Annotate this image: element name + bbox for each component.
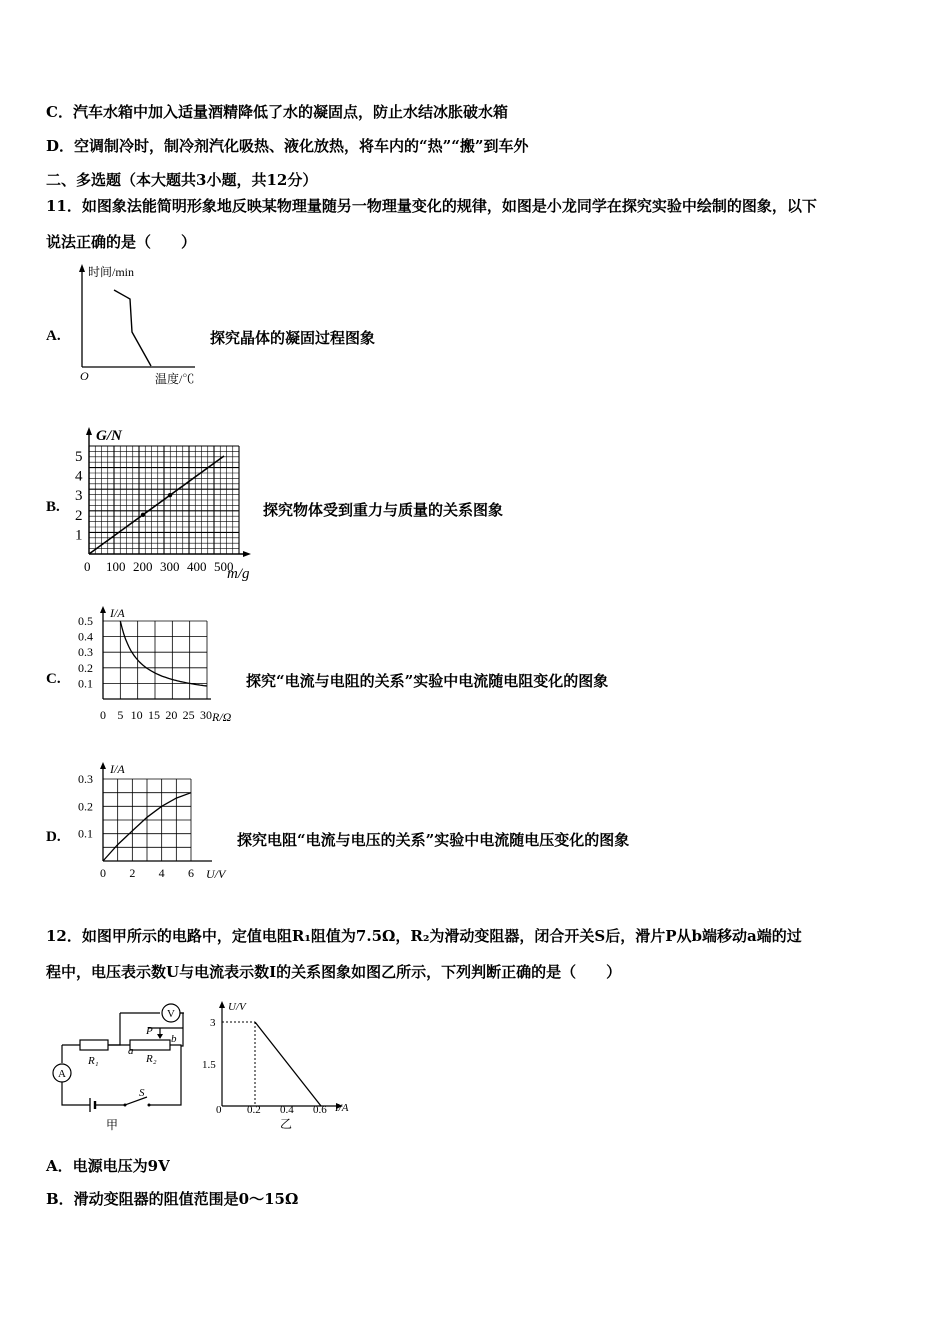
x-axis-label: I/A — [335, 1102, 349, 1114]
x-axis-label: R/Ω — [212, 710, 232, 724]
q11-option-b-label: B. — [46, 499, 60, 515]
wire-voltmeter-left — [108, 1013, 120, 1045]
series-line — [114, 290, 151, 366]
y-axis-arrow — [219, 1001, 225, 1008]
x-tick-label: 6 — [188, 866, 194, 880]
q11-option-a-label: A. — [46, 328, 61, 344]
y-tick-label: 1 — [75, 527, 83, 544]
x-tick-label: 0 — [100, 708, 106, 722]
x-tick-label: 300 — [160, 559, 180, 574]
x-tick-label: 200 — [133, 559, 153, 574]
r2-label: R₂ — [146, 1053, 157, 1065]
q11-option-c-caption: 探究“电流与电阻的关系”实验中电流随电阻变化的图象 — [246, 672, 609, 690]
series-line — [89, 456, 224, 554]
y-axis-arrow — [86, 427, 92, 435]
q12-option-a: A．电源电压为9V — [46, 1157, 170, 1175]
y-tick-label: 0.5 — [78, 614, 93, 628]
x-tick-label: 0 — [216, 1104, 222, 1116]
y-tick-label: 5 — [75, 449, 83, 465]
section-heading: 二、多选题（本大题共3小题，共12分） — [46, 171, 318, 189]
y-tick-label: 4 — [75, 468, 83, 485]
x-axis-label: m/g — [227, 566, 250, 582]
graph-caption: 乙 — [280, 1117, 293, 1131]
chart-current-resistance — [76, 604, 246, 734]
x-tick-label: 15 — [148, 708, 160, 722]
q11-option-d-label: D. — [46, 829, 61, 845]
q11-option-b-caption: 探究物体受到重力与质量的关系图象 — [263, 501, 504, 519]
y-axis-label: U/V — [228, 1001, 246, 1013]
chart-voltage-current — [198, 996, 358, 1131]
chart-solidification — [70, 262, 210, 392]
end-a-label: a — [128, 1045, 134, 1057]
chart-gravity-mass — [74, 424, 254, 584]
y-tick-label: 0.3 — [78, 772, 93, 786]
slider-label: P — [146, 1025, 153, 1037]
r1-label: R₁ — [88, 1055, 99, 1067]
end-b-label: b — [171, 1033, 177, 1045]
q11-stem-line2: 说法正确的是（ ） — [46, 233, 197, 251]
q11-option-a-caption: 探究晶体的凝固过程图象 — [210, 329, 376, 347]
y-tick-label: 0.2 — [78, 660, 93, 675]
data-point — [141, 513, 145, 517]
q11-option-c-label: C. — [46, 671, 61, 687]
circuit-caption: 甲 — [106, 1118, 119, 1132]
x-tick-label: 100 — [106, 559, 126, 574]
y-tick-label: 0.1 — [78, 826, 93, 841]
voltmeter-label: V — [167, 1008, 175, 1020]
q12-stem-line2: 程中，电压表示数U与电流表示数I的关系图象如图乙所示，下列判断正确的是（ ） — [46, 963, 622, 981]
series-curve — [120, 621, 207, 686]
y-axis-label: I/A — [110, 606, 125, 620]
x-tick-label: 4 — [158, 866, 165, 880]
series-line — [255, 1022, 321, 1106]
x-tick-label: 30 — [200, 708, 212, 722]
x-axis-arrow — [243, 551, 251, 557]
q12-stem-line1: 12．如图甲所示的电路中，定值电阻R₁阻值为7.5Ω，R₂为滑动变阻器，闭合开关S后，滑片P从b端移动a端的过 — [46, 927, 802, 945]
x-tick-label: 0.2 — [247, 1104, 261, 1116]
x-axis-label: U/V — [206, 867, 226, 881]
chart-current-voltage — [76, 760, 246, 890]
resistor-r1 — [80, 1040, 108, 1050]
grid — [103, 621, 207, 699]
switch-label: S — [139, 1087, 145, 1099]
origin-label: O — [80, 369, 89, 383]
circuit-diagram — [48, 1000, 198, 1135]
x-tick-label: 500 — [214, 559, 234, 574]
wire-left-lower — [62, 1082, 90, 1105]
x-tick-label: 2 — [129, 866, 136, 880]
rheostat-r2 — [130, 1040, 170, 1050]
x-tick-label: 0 — [84, 559, 91, 574]
y-tick-label: 0.4 — [78, 629, 93, 644]
x-tick-label: 5 — [117, 708, 124, 722]
x-axis-label: 温度/℃ — [155, 372, 195, 386]
y-axis-label: 时间/min — [88, 265, 135, 279]
q11-option-d-caption: 探究电阻“电流与电压的关系”实验中电流随电压变化的图象 — [237, 831, 630, 849]
x-tick-label: 25 — [182, 708, 195, 722]
grid — [103, 779, 191, 861]
q12-option-b: B．滑动变阻器的阻值范围是0～15Ω — [46, 1190, 299, 1208]
x-tick-label: 400 — [187, 559, 207, 574]
y-axis-label: I/A — [110, 762, 125, 776]
y-tick-label: 1.5 — [202, 1059, 216, 1071]
q10-option-d: D．空调制冷时，制冷剂汽化吸热、液化放热，将车内的“热”“搬”到车外 — [46, 137, 529, 155]
y-tick-label: 0.3 — [78, 645, 93, 660]
x-tick-label: 20 — [165, 708, 178, 722]
y-tick-label: 3 — [75, 488, 83, 505]
y-axis-arrow — [79, 264, 85, 272]
x-tick-label: 10 — [130, 708, 143, 722]
y-axis-arrow — [100, 762, 106, 769]
ammeter-label: A — [58, 1068, 66, 1080]
q10-option-c: C．汽车水箱中加入适量酒精降低了水的凝固点，防止水结冰胀破水箱 — [46, 103, 508, 121]
q11-stem-line1: 11．如图象法能简明形象地反映某物理量随另一物理量变化的规律，如图是小龙同学在探究实验中绘制的图象，以下 — [46, 197, 817, 215]
y-tick-label: 0.2 — [78, 799, 93, 814]
x-tick-label: 0.6 — [313, 1104, 327, 1116]
y-axis-arrow — [100, 606, 106, 613]
data-point — [168, 493, 172, 497]
y-axis-label: G/N — [96, 428, 122, 444]
x-tick-label: 0.4 — [280, 1104, 294, 1116]
wire-voltmeter-right — [180, 1013, 183, 1046]
y-tick-label: 2 — [75, 507, 83, 524]
y-tick-label: 3 — [210, 1017, 216, 1029]
x-tick-label: 0 — [100, 866, 106, 880]
y-tick-label: 0.1 — [78, 676, 93, 691]
